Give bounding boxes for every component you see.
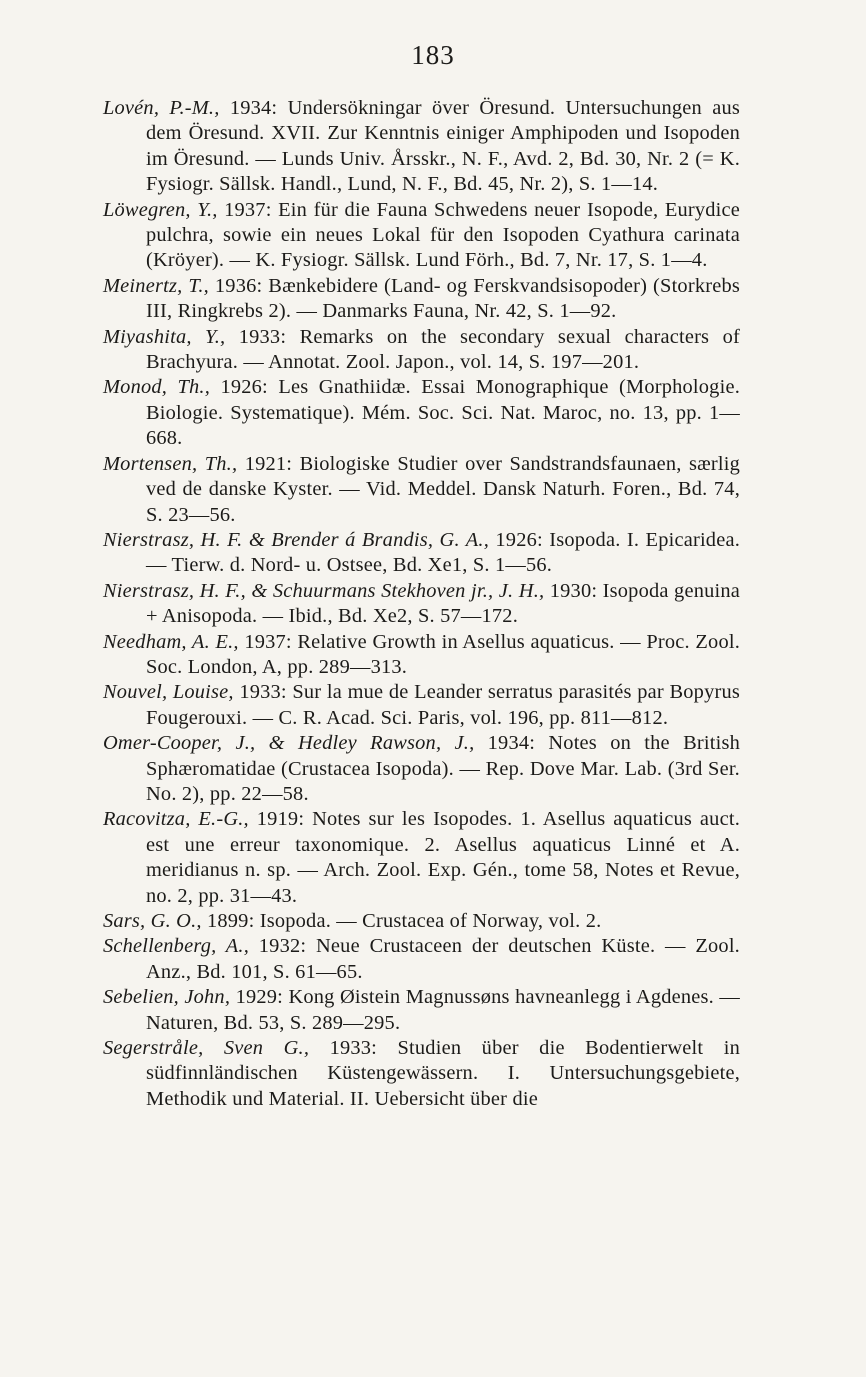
reference-text: 1933: Remarks on the secondary sexual characters of Brachyura. — Annotat. Zool. Japon., vol. 14, S. 197—201. — [146, 325, 740, 374]
reference-text: 1919: Notes sur les Isopodes. 1. Asellus aquaticus auct. est une erreur taxonomique. 2. Asellus aquaticus Linné et A. meridianus n. sp. — Arch. Zool. Exp. Gén., tome 58, Notes et Revue, no. 2, pp. 31—43. — [146, 808, 740, 907]
reference-author: Miyashita, Y., — [103, 325, 226, 348]
reference-author: Schellenberg, A., — [103, 935, 250, 958]
reference-entry — [103, 909, 740, 934]
reference-text: 1933: Studien über die Bodentierwelt in südfinnländischen Küstengewässern. I. Untersuchungsgebiete, Methodik und Material. II. Uebersicht über die — [146, 1037, 740, 1110]
reference-text: 1932: Neue Crustaceen der deutschen Küste. — Zool. Anz., Bd. 101, S. 61—65. — [146, 935, 740, 983]
reference-author: Monod, Th., — [103, 376, 211, 399]
reference-author: Racovitza, E.-G., — [103, 808, 249, 831]
reference-text: 1930: Isopoda genuina + Anisopoda. — Ibid., Bd. Xe2, S. 57—172. — [146, 579, 741, 628]
reference-text: 1934: Notes on the British Sphæromatidae (Crustacea Isopoda). — Rep. Dove Mar. Lab. (3rd Ser. No. 2), pp. 22—58. — [146, 732, 740, 805]
reference-entry — [103, 630, 740, 681]
page-number: 183 — [411, 40, 455, 70]
reference-entry — [103, 452, 740, 528]
reference-entry — [103, 1036, 740, 1112]
reference-entry — [103, 375, 740, 451]
reference-author: Nouvel, Louise, — [103, 681, 234, 704]
reference-text: 1936: Bænkebidere (Land- og Ferskvandsisopoder) (Storkrebs III, Ringkrebs 2). — Danmarks Fauna, Nr. 42, S. 1—92. — [146, 274, 740, 323]
reference-author: Segerstråle, Sven G., — [103, 1037, 310, 1060]
reference-author: Mortensen, Th., — [103, 452, 238, 475]
reference-text: 1926: Les Gnathiidæ. Essai Monographique (Morphologie. Biologie. Systematique). Mém. Soc. Sci. Nat. Maroc, no. 13, pp. 1—668. — [146, 376, 740, 450]
reference-entry — [103, 985, 740, 1036]
reference-author: Needham, A. E., — [103, 630, 239, 653]
reference-text: 1933: Sur la mue de Leander serratus parasités par Bopyrus Fougerouxi. — C. R. Acad. Sci. Paris, vol. 196, pp. 811—812. — [146, 681, 740, 729]
reference-author: Sebelien, John, — [103, 986, 231, 1009]
reference-author: Meinertz, T., — [103, 274, 209, 297]
reference-text: 1921: Biologiske Studier over Sandstrandsfaunaen, særlig ved de danske Kyster. — Vid. Meddel. Dansk Naturh. Foren., Bd. 74, S. 23—56. — [146, 452, 740, 526]
reference-author: Sars, G. O., — [103, 910, 202, 932]
reference-entry — [103, 807, 740, 909]
reference-text: 1937: Relative Growth in Asellus aquaticus. — Proc. Zool. Soc. London, A, pp. 289—313. — [146, 630, 740, 678]
reference-entry — [103, 579, 740, 630]
reference-list — [103, 96, 740, 1112]
reference-text: 1929: Kong Øistein Magnussøns havneanlegg i Agdenes. — Naturen, Bd. 53, S. 289—295. — [146, 986, 740, 1034]
reference-entry — [103, 325, 740, 376]
reference-author: Lovén, P.-M., — [103, 97, 220, 119]
reference-entry — [103, 528, 740, 579]
reference-author: Omer-Cooper, J., & Hedley Rawson, J., — [103, 732, 475, 755]
reference-text: 1899: Isopoda. — Crustacea of Norway, vol. 2. — [201, 910, 602, 932]
reference-entry — [103, 96, 740, 198]
reference-author: Nierstrasz, H. F. & Brender á Brandis, G. A., — [103, 528, 490, 551]
reference-text: 1937: Ein für die Fauna Schwedens neuer Isopode, Eurydice pulchra, sowie ein neues Lokal für den Isopoden Cyathura carinata (Kröyer). — K. Fysiogr. Sällsk. Lund Förh., Bd. 7, Nr. 17, S. 1—4. — [146, 198, 741, 272]
reference-text: 1926: Isopoda. I. Epicaridea. — Tierw. d. Nord- u. Ostsee, Bd. Xe1, S. 1—56. — [146, 528, 740, 577]
reference-author: Nierstrasz, H. F., & Schuurmans Stekhoven jr., J. H., — [103, 579, 545, 602]
reference-entry — [103, 934, 740, 985]
reference-entry — [103, 198, 740, 274]
reference-entry — [103, 680, 740, 731]
reference-entry — [103, 274, 740, 325]
reference-author: Löwegren, Y., — [103, 198, 218, 221]
reference-text: 1934: Undersökningar över Öresund. Untersuchungen aus dem Öresund. XVII. Zur Kenntnis einiger Amphipoden und Isopoden im Öresund. — Lunds Univ. Årsskr., N. F., Avd. 2, Bd. 30, Nr. 2 (= K. Fysiogr. Sällsk. Handl., Lund, N. F., Bd. 45, Nr. 2), S. 1—14. — [146, 97, 740, 196]
reference-entry — [103, 731, 740, 807]
